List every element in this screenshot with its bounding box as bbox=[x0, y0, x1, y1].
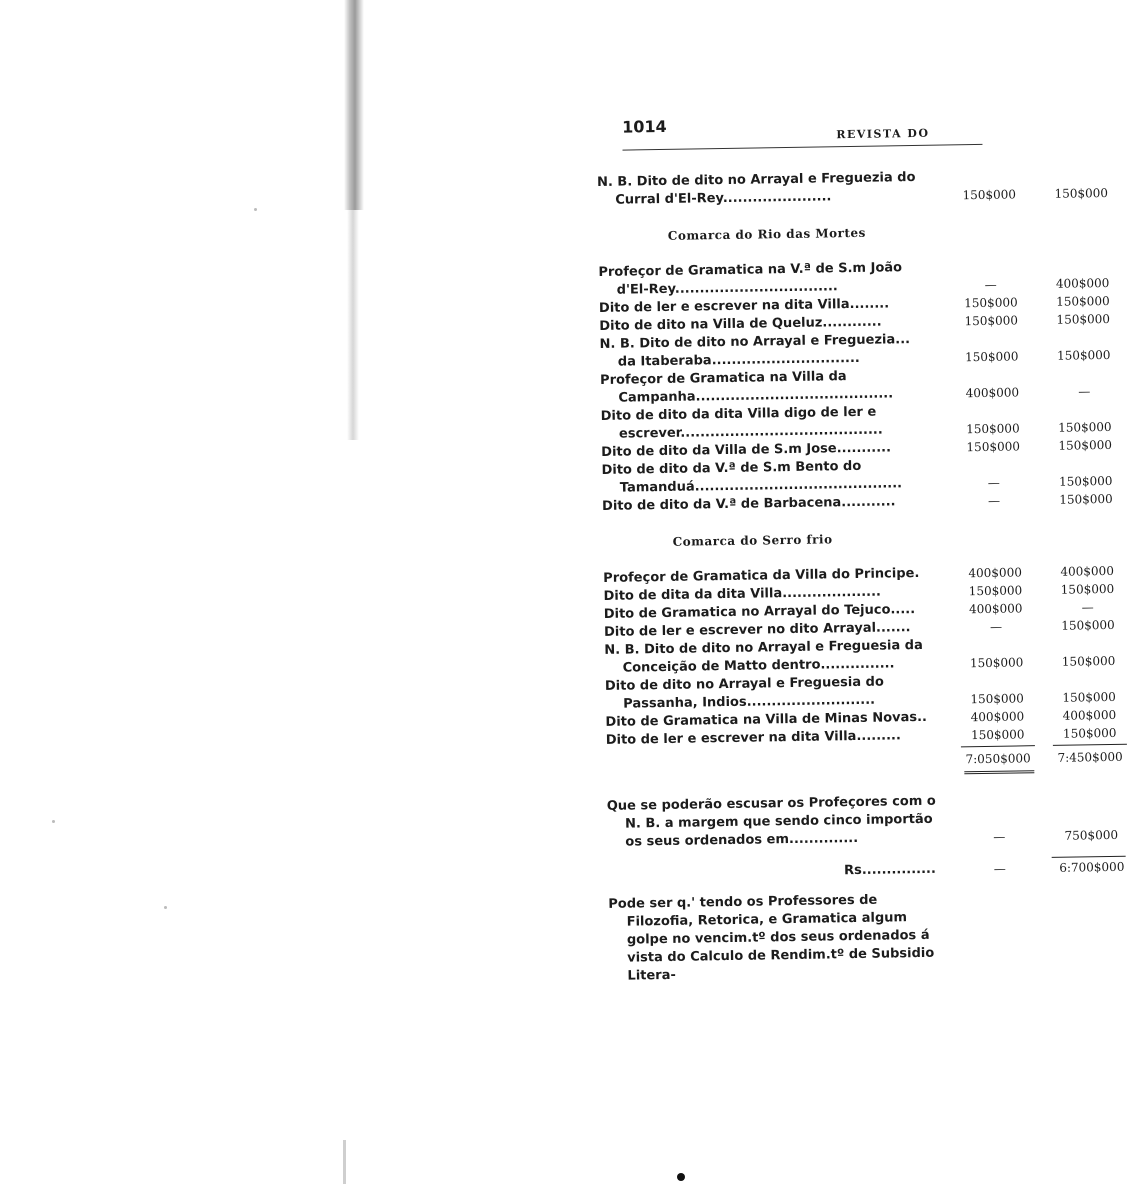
header-rule bbox=[622, 144, 982, 151]
scan-speck bbox=[164, 906, 167, 909]
entry-text: Dito de ler e escrever no dito Arrayal....... bbox=[603, 620, 911, 640]
entry-description bbox=[607, 793, 940, 852]
entry-description bbox=[605, 673, 938, 714]
double-rule bbox=[964, 770, 1034, 774]
amount-column-1: 150$000 bbox=[969, 655, 1024, 671]
amount-column-2: 150$000 bbox=[1054, 185, 1109, 201]
page-number: 1014 bbox=[621, 116, 667, 137]
entry-text: Profeçor de Gramatica na V.ª de S.m João d'El-Rey................................. bbox=[598, 260, 903, 298]
entry-description bbox=[601, 457, 934, 498]
amount-column-2: 150$000 bbox=[1058, 473, 1113, 489]
amount-column-1: — bbox=[987, 475, 1000, 490]
running-title: REVISTA DO bbox=[836, 126, 930, 142]
ledger-entry bbox=[597, 166, 1123, 210]
scan-dot bbox=[677, 1173, 685, 1181]
amount-column-1: 400$000 bbox=[970, 709, 1025, 725]
rs-label-wrap bbox=[608, 861, 940, 884]
rs-row bbox=[608, 858, 1127, 884]
amount-column-1: — bbox=[987, 493, 1001, 508]
amount-column-1: 400$000 bbox=[968, 565, 1023, 581]
amount-column-2: 750$000 bbox=[1064, 827, 1119, 843]
entry-description bbox=[601, 403, 934, 444]
amount-column-1: 150$000 bbox=[970, 691, 1024, 707]
entry-description bbox=[597, 169, 930, 210]
amount-column-2: 150$000 bbox=[1062, 689, 1116, 705]
amount-column-2: 150$000 bbox=[1056, 293, 1110, 309]
entry-description bbox=[599, 331, 932, 372]
entry-text: Dito de Gramatica no Arrayal do Tejuco..... bbox=[603, 602, 916, 622]
amount-column-2: 150$000 bbox=[1056, 311, 1111, 327]
book-gutter bbox=[344, 0, 364, 210]
amount-column-1: — bbox=[984, 277, 997, 292]
rs-rule bbox=[1052, 856, 1126, 858]
amount-column-2: 150$000 bbox=[1061, 617, 1115, 633]
closing-paragraph bbox=[608, 888, 1127, 986]
amount-column-1: — bbox=[989, 619, 1003, 634]
amount-column-1: 150$000 bbox=[966, 439, 1021, 455]
entry-description bbox=[602, 493, 934, 516]
amount-column-2: 400$000 bbox=[1062, 707, 1117, 723]
total-column-2: 7:450$000 bbox=[1057, 749, 1123, 765]
amount-column-2: — bbox=[1081, 600, 1094, 615]
entry-text: Dito de dito na Villa de Queluz............ bbox=[599, 314, 882, 334]
entry-text: N. B. Dito de dito no Arrayal e Freguezia... da Itaberaba.............................. bbox=[599, 332, 911, 370]
rs-column-2: 6:700$000 bbox=[1059, 859, 1125, 875]
amount-column-1: 400$000 bbox=[965, 385, 1020, 401]
rs-label: Rs............... bbox=[843, 861, 936, 879]
amount-column-2: — bbox=[1078, 384, 1091, 399]
entry-text: Dito de ler e escrever na dita Villa......... bbox=[605, 728, 901, 748]
scan-speck bbox=[254, 208, 257, 211]
totals-row bbox=[606, 742, 1127, 784]
entry-text: N. B. Dito de dito no Arrayal e Freguezia do Curral d'El-Rey...................... bbox=[596, 169, 916, 208]
entry-text: Dito de Gramatica na Villa de Minas Novas.. bbox=[605, 709, 928, 730]
amount-column-1: 400$000 bbox=[968, 601, 1023, 617]
entry-text: Dito de ler e escrever na dita Villa........ bbox=[598, 296, 890, 316]
amount-column-1: 150$000 bbox=[968, 583, 1023, 599]
total-column-1: 7:050$000 bbox=[965, 751, 1031, 767]
sum-rule bbox=[961, 745, 1035, 747]
page-header bbox=[596, 110, 1121, 148]
entry-text: Dito de dito da dita Villa digo de ler e escrever......................................... bbox=[600, 404, 883, 442]
entry-text: Dito de dito da V.ª de Barbacena........... bbox=[601, 494, 896, 514]
amount-column-1: 150$000 bbox=[962, 187, 1017, 203]
entry-text: Dito de dito da V.ª de S.m Bento do Tamanduá.......................................... bbox=[601, 458, 903, 496]
entry-text: Dito de dito no Arrayal e Freguesia do Passanha, Indios.......................... bbox=[604, 674, 884, 712]
sum-rule bbox=[1053, 744, 1127, 746]
amount-column-2: 150$000 bbox=[1058, 419, 1112, 435]
entry-text: Dito de dito da Villa de S.m Jose........... bbox=[601, 440, 892, 460]
book-page bbox=[596, 110, 1125, 984]
amount-column-1: — bbox=[993, 829, 1006, 844]
entry-text: Profeçor de Gramatica da Villa do Principe. bbox=[603, 565, 920, 586]
book-gutter-bottom bbox=[343, 1140, 346, 1184]
amount-column-2: 400$000 bbox=[1055, 275, 1110, 291]
section-heading: Comarca do Rio das Mortes bbox=[667, 225, 866, 243]
closing-text: Pode ser q.' tendo os Professores de Filozofia, Retorica, e Gramatica algum golpe no vencim.tº dos seus ordenados á vista do Calculo de Rendim.tº de Subsidio Litera- bbox=[608, 892, 935, 984]
amount-column-2: 150$000 bbox=[1060, 581, 1115, 597]
section-heading: Comarca do Serro frio bbox=[672, 532, 833, 549]
scan-speck bbox=[52, 820, 55, 823]
amount-column-2: 150$000 bbox=[1062, 725, 1117, 741]
amount-column-1: 150$000 bbox=[966, 421, 1020, 437]
amount-column-2: 150$000 bbox=[1058, 437, 1113, 453]
amount-column-2: 400$000 bbox=[1060, 563, 1115, 579]
ledger bbox=[597, 166, 1127, 986]
amount-column-2: 150$000 bbox=[1056, 347, 1111, 363]
entry-text: Que se poderão escusar os Profeçores com o N. B. a margem que sendo cinco importão os seus ordenados em.............. bbox=[606, 793, 936, 850]
amount-column-1: 150$000 bbox=[964, 295, 1018, 311]
amount-column-1: 150$000 bbox=[964, 313, 1019, 329]
entry-description bbox=[598, 259, 931, 300]
amount-column-2: 150$000 bbox=[1061, 653, 1116, 669]
entry-text: Dito de dita da dita Villa.................... bbox=[603, 584, 882, 604]
amount-column-2: 150$000 bbox=[1059, 491, 1113, 507]
amount-column-1: 150$000 bbox=[970, 727, 1025, 743]
entry-text: N. B. Dito de dito no Arrayal e Freguesia da Conceição de Matto dentro............... bbox=[604, 637, 923, 676]
amount-column-1: 150$000 bbox=[964, 349, 1019, 365]
book-gutter-shadow bbox=[347, 210, 359, 440]
entry-description bbox=[604, 637, 937, 678]
rs-column-1: — bbox=[993, 861, 1006, 876]
entry-text: Profeçor de Gramatica na Villa da Campanha........................................ bbox=[600, 369, 894, 406]
entry-description bbox=[600, 367, 933, 408]
ledger-entry bbox=[607, 790, 1127, 852]
closing-wrap bbox=[608, 891, 941, 986]
